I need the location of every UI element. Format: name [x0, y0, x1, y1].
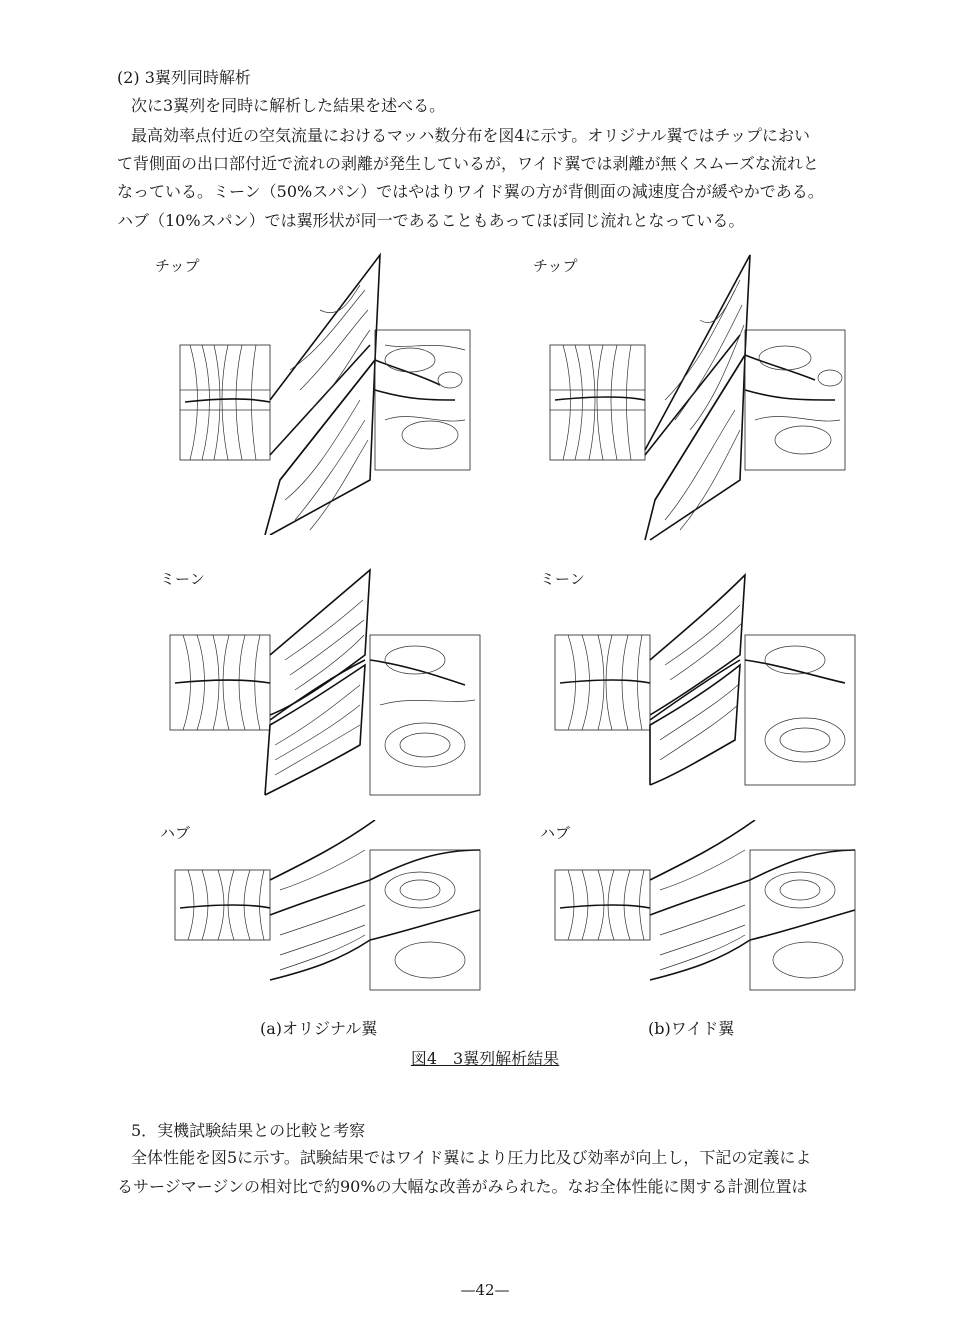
contour-plot-mean-wide — [550, 565, 860, 790]
section-5-line-2: るサージマージンの相対比で約90%の大幅な改善がみられた。なお全体性能に関する計測位置は — [117, 1177, 808, 1196]
label-mean-left: ミーン — [160, 570, 205, 588]
label-mean-right: ミーン — [540, 570, 585, 588]
contour-plot-tip-original — [170, 250, 480, 535]
contour-plot-mean-original — [165, 565, 485, 800]
caption-wide: (b)ワイド翼 — [648, 1019, 735, 1038]
label-hub-left: ハブ — [160, 824, 191, 842]
paragraph-2-line-1: 最高効率点付近の空気流量におけるマッハ数分布を図4に示す。オリジナル翼ではチップにおい — [131, 126, 810, 145]
contour-plot-hub-wide — [550, 820, 860, 1000]
contour-plot-tip-wide — [545, 250, 855, 545]
paragraph-2-line-3: なっている。ミーン（50%スパン）ではやはりワイド翼の方が背側面の減速度合が緩やかである。 — [117, 182, 824, 201]
paragraph-1: 次に3翼列を同時に解析した結果を述べる。 — [131, 96, 446, 115]
section-5-line-1: 全体性能を図5に示す。試験結果ではワイド翼により圧力比及び効率が向上し，下記の定義によ — [131, 1148, 812, 1167]
figure-caption — [0, 1046, 970, 1069]
label-tip-left: チップ — [155, 257, 200, 275]
section-heading: (2) 3翼列同時解析 — [117, 68, 251, 87]
contour-plot-hub-original — [170, 820, 490, 1000]
label-tip-right: チップ — [533, 257, 578, 275]
paragraph-2-line-2: て背側面の出口部付近で流れの剥離が発生しているが，ワイド翼では剥離が無くスムーズな流れと — [117, 154, 819, 173]
label-hub-right: ハブ — [540, 824, 571, 842]
page-number: —42— — [460, 1281, 510, 1299]
paragraph-2-line-4: ハブ（10%スパン）では翼形状が同一であることもあってほぼ同じ流れとなっている。 — [117, 211, 745, 230]
figure-caption-text: 図4 3翼列解析結果 — [410, 1049, 560, 1068]
section-5-title: 5．実機試験結果との比較と考察 — [131, 1121, 366, 1140]
caption-original: (a)オリジナル翼 — [260, 1019, 378, 1038]
